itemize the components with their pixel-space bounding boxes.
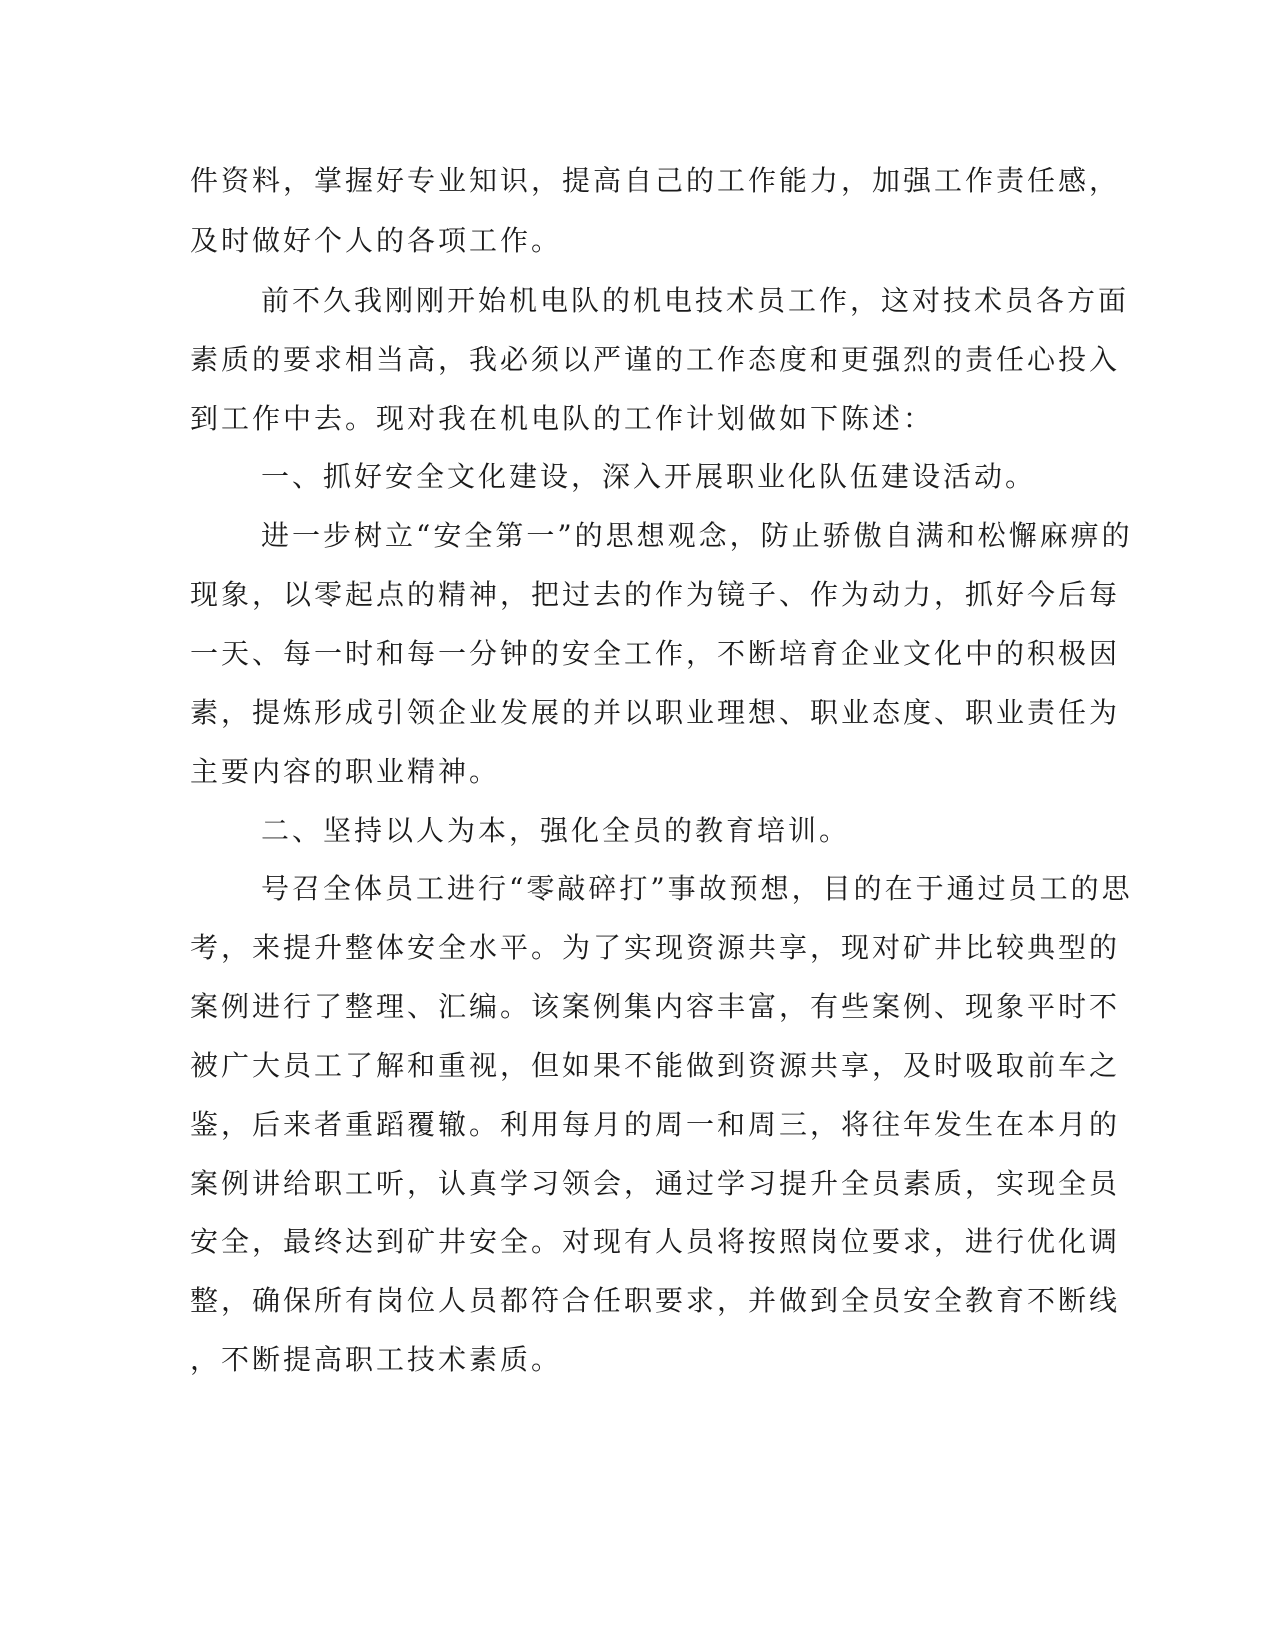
text-line: 现象，以零起点的精神，把过去的作为镜子、作为动力，抓好今后每 [190, 578, 1121, 611]
paragraph-first-line: 前不久我刚刚开始机电队的机电技术员工作，这对技术员各方面 [261, 284, 1130, 317]
section-heading-2: 二、坚持以人为本，强化全员的教育培训。 [261, 814, 851, 847]
section-heading-1: 一、抓好安全文化建设，深入开展职业化队伍建设活动。 [261, 460, 1037, 493]
text-line: 素质的要求相当高，我必须以严谨的工作态度和更强烈的责任心投入 [190, 343, 1121, 376]
text-line: 案例讲给职工听，认真学习领会，通过学习提升全员素质，实现全员 [190, 1167, 1121, 1200]
text-line: 素，提炼形成引领企业发展的并以职业理想、职业态度、职业责任为 [190, 696, 1121, 729]
text-line: ，不断提高职工技术素质。 [190, 1343, 563, 1376]
text-line: 整，确保所有岗位人员都符合任职要求，并做到全员安全教育不断线 [190, 1284, 1121, 1317]
text-line: 一天、每一时和每一分钟的安全工作，不断培育企业文化中的积极因 [190, 637, 1121, 670]
text-line: 案例进行了整理、汇编。该案例集内容丰富，有些案例、现象平时不 [190, 990, 1121, 1023]
paragraph-first-line: 进一步树立“安全第一”的思想观念，防止骄傲自满和松懈麻痹的 [261, 519, 1133, 552]
text-line: 及时做好个人的各项工作。 [190, 224, 563, 257]
text-line: 考，来提升整体安全水平。为了实现资源共享，现对矿井比较典型的 [190, 931, 1121, 964]
text-line: 安全，最终达到矿井安全。对现有人员将按照岗位要求，进行优化调 [190, 1225, 1121, 1258]
text-line: 鉴，后来者重蹈覆辙。利用每月的周一和周三，将往年发生在本月的 [190, 1108, 1121, 1141]
paragraph-first-line: 号召全体员工进行“零敲碎打”事故预想，目的在于通过员工的思 [261, 872, 1133, 905]
text-line: 被广大员工了解和重视，但如果不能做到资源共享，及时吸取前车之 [190, 1049, 1121, 1082]
text-line: 件资料，掌握好专业知识，提高自己的工作能力，加强工作责任感， [190, 164, 1121, 197]
text-line: 到工作中去。现对我在机电队的工作计划做如下陈述： [190, 402, 935, 435]
text-line: 主要内容的职业精神。 [190, 755, 501, 788]
